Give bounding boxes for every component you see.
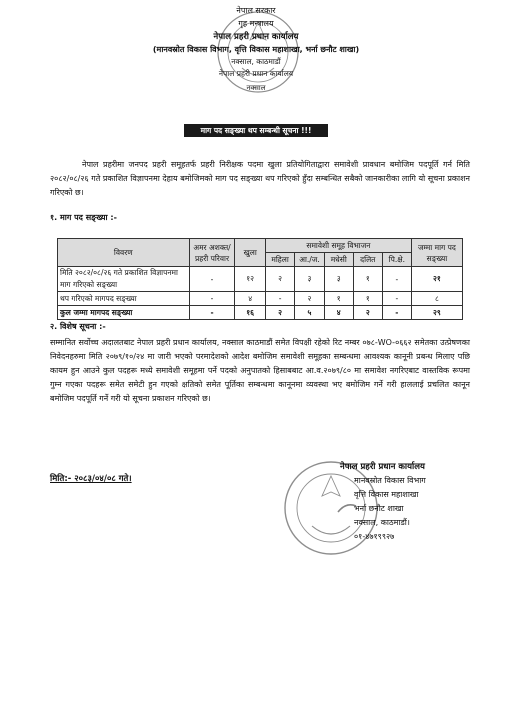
section-2-title: २. विशेष सूचना :-: [50, 322, 106, 331]
notice-date: मिति:- २०८३/०४/०८ गते।: [50, 474, 132, 484]
table-cell: २: [353, 306, 382, 320]
table-cell: ४: [324, 306, 353, 320]
header-open: खुला: [235, 239, 266, 267]
table-cell: १: [353, 292, 382, 306]
row-description: मिति २०८२/०८/२६ गते प्रकाशित विज्ञापनमा माग गरिएको सङ्ख्या: [58, 267, 190, 292]
header-dalit: दलित: [353, 253, 382, 267]
signature-department: मानवस्रोत विकास विभाग: [354, 476, 426, 485]
header-women: महिला: [265, 253, 294, 267]
table-cell: १२: [235, 267, 266, 292]
table-cell: -: [189, 267, 235, 292]
intro-paragraph: नेपाल प्रहरीमा जनपद प्रहरी समूहतर्फ प्रहरी निरीक्षक पदमा खुला प्रतियोगिताद्वारा समावेशी प्रावधान बमोजिम पदपूर्ति गर्न मिति २०८२/०८/२६ गते प्रकाशित विज्ञापनमा देहाय बमोजिमको माग पद सङ्ख्या थप गरिएको हुँदा सम्बन्धित सबैको जानकारीका लागि यो सूचना प्रकाशन गरिएको छ।: [50, 160, 470, 197]
table-cell: -: [382, 306, 411, 320]
header-seal-text: नेपाल प्रहरी प्रधान कार्यालय: [218, 69, 294, 78]
header-department: (मानवस्रोत विकास विभाग, वृत्ति विकास महाशाखा, भर्ना छनौट शाखा): [152, 45, 360, 54]
table-cell: ८: [411, 292, 462, 306]
notice-title: माग पद सङ्ख्या थप सम्बन्धी सूचना !!!: [184, 124, 328, 137]
row-description: थप गरिएको मागपद सङ्ख्या: [58, 292, 190, 306]
header-indigenous: आ./ज.: [295, 253, 325, 267]
header-location: नक्साल, काठमाडौं: [231, 57, 281, 66]
header-seal-place: नक्साल: [246, 84, 266, 92]
table-row: [58, 292, 463, 306]
table-cell: -: [265, 292, 294, 306]
section-1-title: १. माग पद सङ्ख्या :-: [50, 213, 117, 222]
table-cell: ४: [235, 292, 266, 306]
table-cell: १: [353, 267, 382, 292]
header-govt: नेपाल सरकार: [236, 6, 276, 15]
table-cell: २१: [411, 267, 462, 292]
signature-office: नेपाल प्रहरी प्रधान कार्यालय: [340, 462, 425, 472]
signature-section: भर्ना छनौट शाखा: [354, 504, 404, 513]
header-inclusive-group: समावेशी समूह विभाजन: [265, 239, 411, 253]
table-row: [58, 267, 463, 292]
header-disabled: अमर अशक्त/ प्रहरी परिवार: [189, 239, 235, 267]
table-row-total: [58, 306, 463, 320]
table-cell: १: [324, 292, 353, 306]
table-cell: २: [265, 267, 294, 292]
table-cell: ३: [324, 267, 353, 292]
table-cell: २: [295, 292, 325, 306]
header-backward-region: पि.क्षे.: [382, 253, 411, 267]
header-description: विवरण: [58, 239, 190, 267]
table-cell: २: [265, 306, 294, 320]
table-cell: -: [382, 267, 411, 292]
post-count-table: [57, 238, 463, 320]
header-madhesi: मधेसी: [324, 253, 353, 267]
header-ministry: गृह मन्त्रालय: [238, 19, 274, 28]
signature-division: वृत्ति विकास महाशाखा: [354, 490, 419, 499]
table-cell: ३: [295, 267, 325, 292]
row-description: कुल जम्मा मागपद सङ्ख्या: [58, 306, 190, 320]
table-cell: -: [189, 306, 235, 320]
table-cell: ५: [295, 306, 325, 320]
header-office: नेपाल प्रहरी प्रधान कार्यालय: [213, 32, 299, 42]
special-notice-paragraph: सम्मानित सर्वोच्च अदालतबाट नेपाल प्रहरी प्रधान कार्यालय, नक्साल काठमाडौं समेत विपक्षी रहेको रिट नम्बर ०७८-WO-०६६२ समेतका उत्प्रेषणका निवेदनहरुमा मिति २०७९/१०/२४ मा जारी भएको परमादेशको आदेश बमोजिम समावेशी समूहका सम्बन्धमा आवश्यक कानूनी प्रबन्ध मिलाए पछि कायम हुन आउने कुल पदहरू मध्ये समावेशी समूहमा पर्ने पदको अनुपातको हिसाबबाट आ.व.२०७९/८० मा समावेश नगरिएबाट वास्तविक रूपमा गुम्न गएका पदहरू समेत समेटी हुन गएको क्षतिको समेत पूर्तिका सम्बन्धमा कानूनमा व्यवस्था भए बमोजिम गर्ने गरी हाललाई प्रचलित कानून बमोजिम पदपूर्ति गर्ने गरी यो सूचना प्रकाशन गरिएको छ।: [50, 338, 470, 403]
table-cell: -: [382, 292, 411, 306]
table-cell: २९: [411, 306, 462, 320]
signature-location: नक्साल, काठमाडौं।: [354, 518, 410, 527]
table-cell: -: [189, 292, 235, 306]
header-total: जम्मा माग पद सङ्ख्या: [411, 239, 462, 267]
signature-block: [340, 460, 480, 544]
table-cell: १६: [235, 306, 266, 320]
signature-phone: ०१-४७१९९२७: [354, 532, 395, 541]
